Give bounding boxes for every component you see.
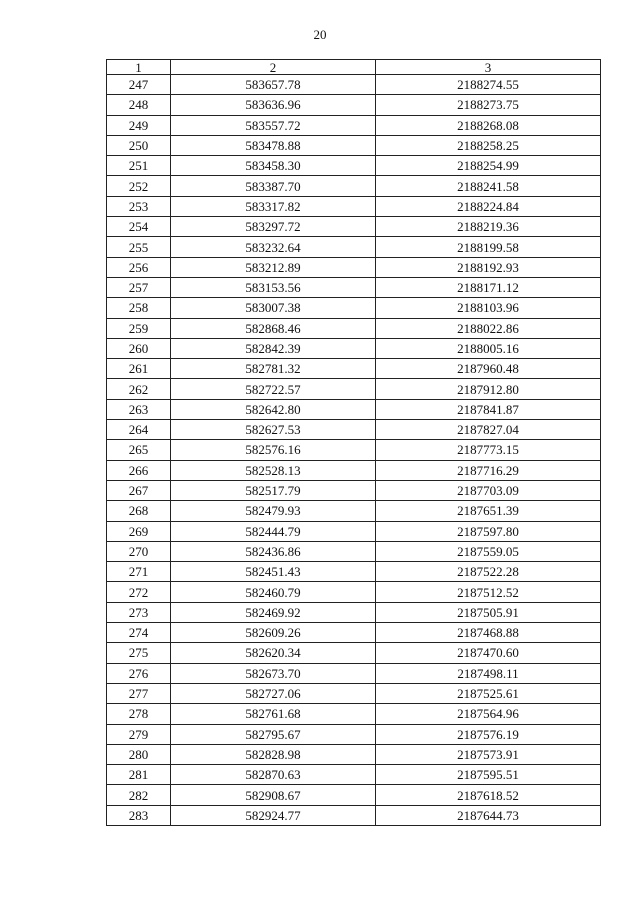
y-coordinate-cell: 2188258.25 [376,135,601,155]
column-header-2: 2 [171,60,376,75]
y-coordinate-cell: 2187597.80 [376,521,601,541]
y-coordinate-cell: 2188022.86 [376,318,601,338]
x-coordinate-cell: 583557.72 [171,115,376,135]
point-number-cell: 250 [107,135,171,155]
table-row [107,602,601,622]
point-number-cell: 251 [107,156,171,176]
x-coordinate-cell: 583317.82 [171,196,376,216]
y-coordinate-cell: 2188219.36 [376,217,601,237]
x-coordinate-cell: 583007.38 [171,298,376,318]
point-number-cell: 259 [107,318,171,338]
y-coordinate-cell: 2188241.58 [376,176,601,196]
x-coordinate-cell: 582576.16 [171,440,376,460]
x-coordinate-cell: 582908.67 [171,785,376,805]
y-coordinate-cell: 2188103.96 [376,298,601,318]
table-row [107,298,601,318]
column-header-3: 3 [376,60,601,75]
y-coordinate-cell: 2187559.05 [376,541,601,561]
point-number-cell: 260 [107,338,171,358]
point-number-cell: 274 [107,623,171,643]
table-row [107,399,601,419]
y-coordinate-cell: 2188005.16 [376,338,601,358]
y-coordinate-cell: 2188273.75 [376,95,601,115]
x-coordinate-cell: 582761.68 [171,704,376,724]
table-row [107,521,601,541]
table-row [107,765,601,785]
table-row [107,623,601,643]
point-number-cell: 271 [107,562,171,582]
x-coordinate-cell: 583478.88 [171,135,376,155]
y-coordinate-cell: 2187651.39 [376,501,601,521]
y-coordinate-cell: 2187716.29 [376,460,601,480]
y-coordinate-cell: 2187841.87 [376,399,601,419]
x-coordinate-cell: 582722.57 [171,379,376,399]
point-number-cell: 267 [107,480,171,500]
point-number-cell: 281 [107,765,171,785]
x-coordinate-cell: 582828.98 [171,744,376,764]
x-coordinate-cell: 582727.06 [171,683,376,703]
x-coordinate-cell: 582469.92 [171,602,376,622]
y-coordinate-cell: 2187960.48 [376,359,601,379]
y-coordinate-cell: 2188199.58 [376,237,601,257]
table-row [107,480,601,500]
table-row [107,501,601,521]
table-row [107,663,601,683]
table-row [107,277,601,297]
y-coordinate-cell: 2188171.12 [376,277,601,297]
y-coordinate-cell: 2187512.52 [376,582,601,602]
point-number-cell: 280 [107,744,171,764]
point-number-cell: 252 [107,176,171,196]
x-coordinate-cell: 583212.89 [171,257,376,277]
page-number: 20 [313,27,327,42]
table-row [107,724,601,744]
y-coordinate-cell: 2188224.84 [376,196,601,216]
x-coordinate-cell: 582528.13 [171,460,376,480]
point-number-cell: 263 [107,399,171,419]
y-coordinate-cell: 2187498.11 [376,663,601,683]
table-row [107,359,601,379]
y-coordinate-cell: 2187522.28 [376,562,601,582]
y-coordinate-cell: 2187573.91 [376,744,601,764]
point-number-cell: 266 [107,460,171,480]
table-row [107,744,601,764]
table-row [107,379,601,399]
point-number-cell: 256 [107,257,171,277]
x-coordinate-cell: 582781.32 [171,359,376,379]
point-number-cell: 255 [107,237,171,257]
point-number-cell: 268 [107,501,171,521]
point-number-cell: 270 [107,541,171,561]
x-coordinate-cell: 582460.79 [171,582,376,602]
y-coordinate-cell: 2187912.80 [376,379,601,399]
table-row [107,785,601,805]
x-coordinate-cell: 582924.77 [171,805,376,825]
x-coordinate-cell: 582479.93 [171,501,376,521]
point-number-cell: 275 [107,643,171,663]
table-row [107,237,601,257]
table-row [107,176,601,196]
y-coordinate-cell: 2188268.08 [376,115,601,135]
point-number-cell: 248 [107,95,171,115]
point-number-cell: 253 [107,196,171,216]
point-number-cell: 278 [107,704,171,724]
x-coordinate-cell: 582795.67 [171,724,376,744]
y-coordinate-cell: 2187827.04 [376,420,601,440]
y-coordinate-cell: 2188254.99 [376,156,601,176]
point-number-cell: 276 [107,663,171,683]
table-header-row [107,60,601,75]
point-number-cell: 272 [107,582,171,602]
table-row [107,582,601,602]
y-coordinate-cell: 2187564.96 [376,704,601,724]
x-coordinate-cell: 582842.39 [171,338,376,358]
coordinates-table [106,59,601,826]
x-coordinate-cell: 582642.80 [171,399,376,419]
x-coordinate-cell: 582868.46 [171,318,376,338]
x-coordinate-cell: 583297.72 [171,217,376,237]
table-row [107,704,601,724]
table-row [107,643,601,663]
point-number-cell: 282 [107,785,171,805]
y-coordinate-cell: 2187470.60 [376,643,601,663]
table-row [107,196,601,216]
y-coordinate-cell: 2187644.73 [376,805,601,825]
point-number-cell: 254 [107,217,171,237]
table-row [107,562,601,582]
point-number-cell: 261 [107,359,171,379]
y-coordinate-cell: 2187618.52 [376,785,601,805]
y-coordinate-cell: 2187595.51 [376,765,601,785]
x-coordinate-cell: 582673.70 [171,663,376,683]
table-row [107,75,601,95]
point-number-cell: 247 [107,75,171,95]
table-row [107,805,601,825]
y-coordinate-cell: 2187468.88 [376,623,601,643]
table-row [107,156,601,176]
x-coordinate-cell: 583387.70 [171,176,376,196]
point-number-cell: 262 [107,379,171,399]
point-number-cell: 257 [107,277,171,297]
point-number-cell: 273 [107,602,171,622]
x-coordinate-cell: 582627.53 [171,420,376,440]
table-row [107,338,601,358]
point-number-cell: 258 [107,298,171,318]
x-coordinate-cell: 583657.78 [171,75,376,95]
x-coordinate-cell: 582620.34 [171,643,376,663]
point-number-cell: 269 [107,521,171,541]
point-number-cell: 264 [107,420,171,440]
y-coordinate-cell: 2187576.19 [376,724,601,744]
y-coordinate-cell: 2188192.93 [376,257,601,277]
point-number-cell: 283 [107,805,171,825]
table-row [107,683,601,703]
x-coordinate-cell: 582436.86 [171,541,376,561]
column-header-1: 1 [107,60,171,75]
x-coordinate-cell: 582870.63 [171,765,376,785]
table-row [107,541,601,561]
point-number-cell: 279 [107,724,171,744]
point-number-cell: 249 [107,115,171,135]
x-coordinate-cell: 582609.26 [171,623,376,643]
table-body [107,75,601,826]
y-coordinate-cell: 2187773.15 [376,440,601,460]
x-coordinate-cell: 582444.79 [171,521,376,541]
x-coordinate-cell: 583232.64 [171,237,376,257]
table-row [107,95,601,115]
point-number-cell: 265 [107,440,171,460]
x-coordinate-cell: 583458.30 [171,156,376,176]
x-coordinate-cell: 582517.79 [171,480,376,500]
x-coordinate-cell: 582451.43 [171,562,376,582]
y-coordinate-cell: 2187703.09 [376,480,601,500]
x-coordinate-cell: 583153.56 [171,277,376,297]
point-number-cell: 277 [107,683,171,703]
y-coordinate-cell: 2187525.61 [376,683,601,703]
y-coordinate-cell: 2188274.55 [376,75,601,95]
table-row [107,460,601,480]
x-coordinate-cell: 583636.96 [171,95,376,115]
y-coordinate-cell: 2187505.91 [376,602,601,622]
table-row [107,257,601,277]
table-row [107,420,601,440]
table-row [107,217,601,237]
table-row [107,318,601,338]
table-row [107,115,601,135]
table-row [107,135,601,155]
table-row [107,440,601,460]
